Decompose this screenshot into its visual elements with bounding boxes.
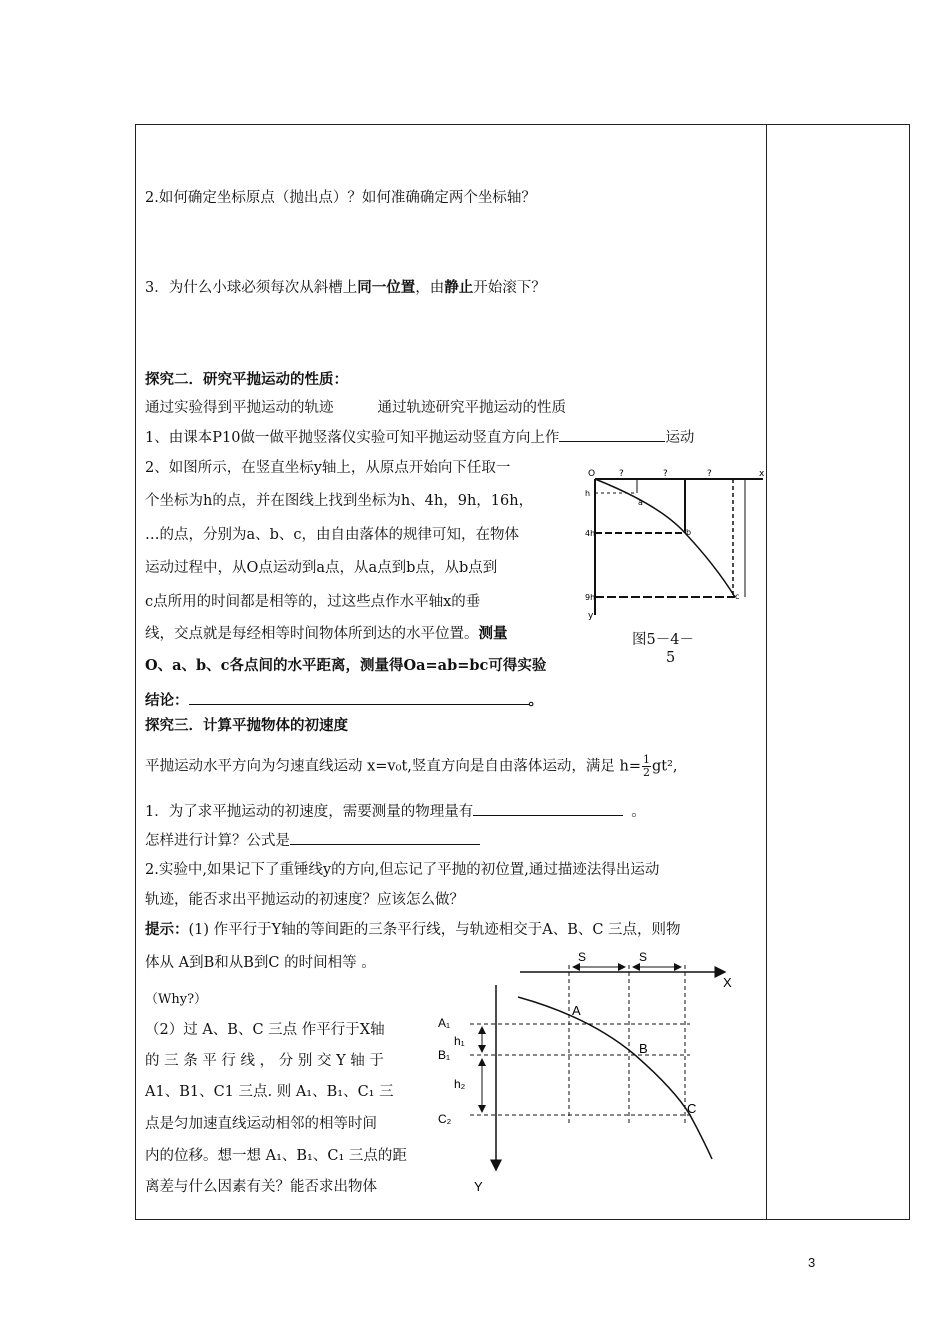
formula-fraction <box>642 754 651 779</box>
figure-tick-4h: 4h <box>585 529 596 538</box>
figure-x-label: x <box>759 469 765 479</box>
item-1-blank[interactable] <box>559 427 665 442</box>
diagram-point-a: A <box>572 1003 581 1018</box>
hint-line-2: 体从 A到B和从B到C 的时间相等 。 <box>145 955 376 971</box>
question-2: 2.如何确定坐标原点（抛出点）？如何准确确定两个坐标轴？ <box>145 190 536 206</box>
question-3-bold-a: 同一位置 <box>357 279 416 296</box>
diagram-h1: h₁ <box>454 1034 465 1048</box>
conclusion-label: 结论： <box>145 692 189 709</box>
hint-2-line: 内的位移。想一想 A₁、B₁、C₁ 三点的距 <box>145 1148 407 1164</box>
section-3-question-1b <box>145 830 480 851</box>
diagram-abc <box>430 945 760 1195</box>
q1-text: 1．为了求平抛运动的初速度，需要测量的物理量有 <box>145 804 474 820</box>
hint-line-1 <box>145 920 681 940</box>
diagram-s1: S <box>578 950 587 964</box>
question-3-text-b: ，由 <box>415 280 445 296</box>
section-2-intro-b: 通过轨迹研究平抛运动的性质 <box>377 400 566 416</box>
section-2-para-line: …的点，分别为a、b、c，由自由落体的规律可知，在物体 <box>145 527 520 543</box>
q1-blank[interactable] <box>473 801 623 816</box>
figure-tick-9h: 9h <box>585 593 596 602</box>
section-3-question-2b: 轨迹，能否求出平抛运动的初速度？应该怎么做？ <box>145 892 464 908</box>
section-2-para-line <box>145 624 508 644</box>
hint-2-line: A1、B1、C1 三点. 则 A₁、B₁、C₁ 三 <box>145 1084 394 1100</box>
figure-caption-number: 5 <box>666 650 676 666</box>
question-3-bold-b: 静止 <box>444 279 474 296</box>
section-3-question-1 <box>145 801 646 822</box>
section-3-title: 探究三．计算平抛物体的初速度 <box>145 717 348 734</box>
diagram-point-b: B <box>639 1041 648 1056</box>
figure-y-label: y <box>588 611 594 620</box>
figure-point-b: b <box>686 528 692 537</box>
conclusion-end: 。 <box>528 692 543 709</box>
figure-point-c: c <box>735 592 740 601</box>
figure-question-mark: ? <box>619 469 624 479</box>
figure-caption: 图5－4－ <box>632 632 694 648</box>
figure-tick-h: h <box>585 489 591 498</box>
item-1-text: 1、由课本P10做一做平抛竖落仪实验可知平抛运动竖直方向上作 <box>145 430 560 446</box>
section-2-intro <box>145 398 566 418</box>
diagram-c2: C₂ <box>438 1112 452 1126</box>
hint-2-line: （2）过 A、B、C 三点 作平行于X轴 <box>145 1022 385 1038</box>
section-2-para-line: 2、如图所示，在竖直坐标y轴上，从原点开始向下任取一 <box>145 460 511 476</box>
figure-question-mark: ? <box>707 469 712 479</box>
fraction-numerator: 1 <box>642 753 650 766</box>
section-2-conclusion <box>145 690 543 711</box>
hint-label: 提示： <box>145 921 189 938</box>
item-1-text-end: 运动 <box>665 430 695 446</box>
q1b-text: 怎样进行计算？公式是 <box>145 833 290 849</box>
diagram-s2: S <box>639 950 648 964</box>
section-2-title: 探究二．研究平抛运动的性质： <box>145 371 348 388</box>
section-2-para-line: 个坐标为h的点，并在图线上找到坐标为h、4h，9h，16h， <box>145 493 534 509</box>
conclusion-blank[interactable] <box>189 690 529 705</box>
table-column-divider <box>766 124 767 1220</box>
hint-2-line: 的 三 条 平 行 线 ， 分 别 交 Y 轴 于 <box>145 1053 384 1069</box>
diagram-a1: A₁ <box>438 1016 451 1030</box>
hint-text: (1) 作平行于Y轴的等间距的三条平行线，与轨迹相交于A、B、C 三点，则物 <box>188 922 681 938</box>
question-3-text-a: 3．为什么小球必须每次从斜槽上 <box>145 280 358 296</box>
q1-end: 。 <box>631 804 646 820</box>
figure-question-mark: ? <box>663 469 668 479</box>
para-line-bold: 测量 <box>478 625 508 642</box>
question-3 <box>145 278 546 298</box>
formula-text: 平抛运动水平方向为匀速直线运动 x=v₀t,竖直方向是自由落体运动，满足 h= <box>145 758 641 775</box>
section-2-item-1 <box>145 427 694 448</box>
diagram-y-label: Y <box>474 1179 483 1194</box>
figure-trajectory <box>585 465 770 620</box>
hint-why: （Why?） <box>145 992 208 1007</box>
section-3-question-2: 2.实验中,如果记下了重锤线y的方向,但忘记了平抛的初位置,通过描迹法得出运动 <box>145 862 660 878</box>
figure-origin-label: O <box>588 469 596 479</box>
page-number: 3 <box>808 1255 816 1270</box>
figure-point-a: a <box>638 498 643 507</box>
section-2-para-bold-line: O、a、b、c各点间的水平距离，测量得Oa=ab=bc可得实验 <box>145 657 547 674</box>
formula-text-end: gt², <box>651 758 678 775</box>
diagram-h2: h₂ <box>454 1077 466 1091</box>
section-3-formula <box>145 754 678 779</box>
diagram-b1: B₁ <box>438 1048 451 1062</box>
diagram-x-label: X <box>723 975 732 990</box>
section-2-intro-a: 通过实验得到平抛运动的轨迹 <box>145 400 334 416</box>
section-2-para-line: c点所用的时间都是相等的，过这些点作水平轴x的垂 <box>145 594 481 610</box>
fraction-denominator: 2 <box>642 766 650 779</box>
question-3-text-c: 开始滚下？ <box>473 280 546 296</box>
diagram-point-c: C <box>687 1101 697 1116</box>
formula-blank[interactable] <box>290 830 480 845</box>
hint-2-line: 点是匀加速直线运动相邻的相等时间 <box>145 1116 377 1132</box>
section-2-para-line: 运动过程中，从O点运动到a点，从a点到b点，从b点到 <box>145 560 498 576</box>
para-line-text: 线，交点就是每经相等时间物体所到达的水平位置。 <box>145 626 479 642</box>
hint-2-line: 离差与什么因素有关？能否求出物体 <box>145 1179 377 1195</box>
